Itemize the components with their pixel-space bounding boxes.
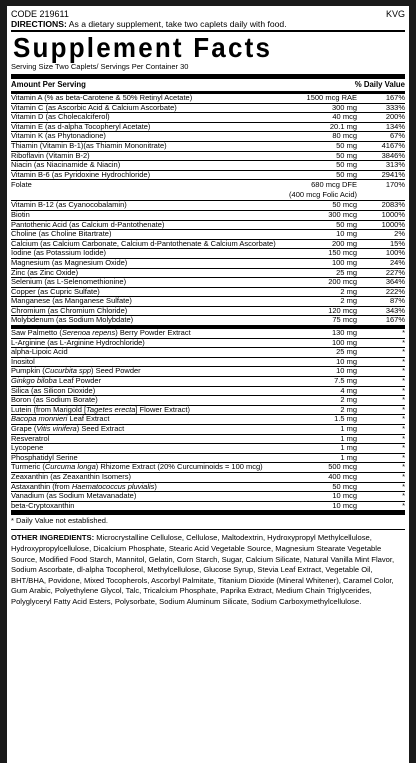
name-part-post: ) Seed Powder xyxy=(91,366,141,376)
nutrient-name xyxy=(11,347,283,357)
nutrient-name xyxy=(11,434,283,444)
nutrient-dv: 200% xyxy=(385,112,405,122)
name-part-pre: Saw Palmetto ( xyxy=(11,328,62,338)
nutrient-name: Folate xyxy=(11,180,32,190)
name-part-pre: Boron (as Sodium Borate) xyxy=(11,395,98,405)
nutrient-amount: 300 mcg xyxy=(328,209,357,219)
name-part-pre: Inositol xyxy=(11,356,35,366)
nutrient-amount: 50 mg xyxy=(336,140,357,150)
nutrient-amount: 200 mcg xyxy=(328,277,357,287)
nutrient-amount: 50 mg xyxy=(336,160,357,170)
nutrient-name xyxy=(11,453,283,463)
nutrient-name: Manganese (as Manganese Sulfate) xyxy=(11,296,132,306)
name-part-post: Leaf Powder xyxy=(56,376,102,386)
nutrient-dv: * xyxy=(402,385,405,395)
nutrient-amount: 7.5 mg xyxy=(334,376,357,386)
nutrient-name: Selenium (as L-Selenomethionine) xyxy=(11,277,127,287)
nutrient-dv: * xyxy=(402,395,405,405)
nutrient-dv: * xyxy=(402,433,405,443)
nutrient-amount: 40 mcg xyxy=(332,112,357,122)
name-part-it: Bacopa monnieri xyxy=(11,414,68,424)
nutrient-amount: 50 mg xyxy=(336,219,357,229)
nutrient-dv: * xyxy=(402,462,405,472)
nutrient-dv: 4167% xyxy=(381,140,405,150)
ingredients-text: Microcrystalline Cellulose, Cellulose, Maltodextrin, Hydroxypropyl Methylcellulose, Hydroxypropylcellulose, Dicalcium Phosphate, Stearic Acid Vegetable Source, Magnesium Stearate Vegetable Source, Modified Food Starch, Mannitol, Gelatin, Corn Starch, Sugar, Calcium Silicate, Natural Vanilla Mint Flavor, Sodium Ascorbate, dl-alpha Tocopherol, Methylcellulose, Glucose Syrup, Stevia Leaf Extract, Vegetable Oil, BHT/BHA, Povidone, Mixed Tocopherols, Ascorbyl Palmitate, Titanium Dioxide (Mineral Whitener), Caramel Color, Gum Arabic, Polyethylene Glycol, Talc, Tricalcium Phosphate, Paprika Extract, Medium Chain Triglycerides, Polyglyceryl Fatty Acid Esters, Polysorbate, Sodium Aluminum Silicate, Sodium Carboxymethylcellulose. xyxy=(11,533,395,606)
nutrient-amount: 10 mg xyxy=(336,356,357,366)
nutrient-dv: * xyxy=(402,481,405,491)
nutrient-name: Thiamin (Vitamin B-1)(as Thiamin Mononitrate) xyxy=(11,140,167,150)
name-part-pre: Pumpkin ( xyxy=(11,366,45,376)
nutrient-dv: * xyxy=(402,414,405,424)
nutrient-amount: 1 mg xyxy=(340,424,357,433)
nutrient-amount: 200 mg xyxy=(331,238,357,248)
name-part-pre: Resveratrol xyxy=(11,433,50,443)
nutrient-dv: 1000% xyxy=(381,219,405,229)
nutrient-dv: 1000% xyxy=(381,209,405,219)
nutrient-dv: * xyxy=(402,404,405,414)
nutrient-amount: 50 mcg xyxy=(332,200,357,210)
nutrient-dv: * xyxy=(402,328,405,338)
amount-header: Amount Per Serving xyxy=(11,80,86,89)
nutrient-name: Magnesium (as Magnesium Oxide) xyxy=(11,257,128,267)
nutrient-name: Riboflavin (Vitamin B-2) xyxy=(11,150,90,160)
product-code: CODE 219611 xyxy=(11,9,69,19)
nutrient-amount: 500 mcg xyxy=(328,462,357,472)
nutrient-amount: 1 mg xyxy=(340,443,357,453)
nutrient-name xyxy=(11,501,283,511)
nutrient-dv: 2941% xyxy=(381,169,405,179)
nutrient-name xyxy=(11,376,283,386)
nutrient-amount: 10 mcg xyxy=(332,491,357,501)
nutrient-name xyxy=(11,386,283,396)
directions-text: As a dietary supplement, take two caplets daily with food. xyxy=(68,19,287,29)
name-part-pre: Phosphatidyl Serine xyxy=(11,452,78,462)
name-part-it: Serenoa repens xyxy=(61,328,116,338)
table-row-folate xyxy=(11,180,405,201)
nutrient-amount: 2 mg xyxy=(340,395,357,405)
nutrient-name xyxy=(11,443,283,453)
nutrient-amount: 25 mg xyxy=(336,347,357,357)
name-part-pre: alpha-Lipoic Acid xyxy=(11,347,68,357)
nutrient-amount: 50 mg xyxy=(336,169,357,179)
nutrient-dv: * xyxy=(402,500,405,510)
nutrient-name xyxy=(11,338,283,348)
nutrient-dv: 333% xyxy=(385,102,405,112)
table-row xyxy=(11,171,405,181)
nutrient-name: Molybdenum (as Sodium Molybdate) xyxy=(11,315,134,325)
nutrient-name: Iodine (as Potassium Iodide) xyxy=(11,248,107,258)
nutrient-name xyxy=(11,395,283,405)
other-ingredients xyxy=(11,530,405,607)
nutrient-dv: * xyxy=(402,366,405,376)
nutrient-name xyxy=(11,491,283,501)
nutrient-amount: 680 mcg DFE xyxy=(311,180,357,190)
nutrient-name xyxy=(11,462,283,472)
name-part-it: Ginkgo biloba xyxy=(11,376,57,386)
table-row xyxy=(11,316,405,326)
directions-label: DIRECTIONS: xyxy=(11,19,67,29)
nutrient-dv: 100% xyxy=(385,248,405,258)
nutrient-dv: * xyxy=(402,376,405,386)
nutrient-amount: 1 mg xyxy=(340,433,357,443)
name-part-post: ) xyxy=(154,481,157,491)
nutrient-name xyxy=(11,414,283,424)
nutrient-dv: 167% xyxy=(385,93,405,102)
name-part-post: ] Flower Extract) xyxy=(135,404,190,414)
nutrient-name: Vitamin E (as d-alpha Tocopheryl Acetate) xyxy=(11,121,151,131)
nutrient-name: Vitamin K (as Phytonadione) xyxy=(11,131,106,141)
nutrient-dv: 24% xyxy=(389,257,405,267)
nutrient-amount: 2 mg xyxy=(340,296,357,306)
folate-sub: (400 mcg Folic Acid) xyxy=(289,190,357,200)
nutrient-amount: 10 mg xyxy=(336,229,357,239)
nutrient-amount: 10 mcg xyxy=(332,500,357,510)
nutrient-dv: 67% xyxy=(389,131,405,141)
nutrient-name: Pantothenic Acid (as Calcium d-Pantothenate) xyxy=(11,219,165,229)
nutrient-amount: 2 mg xyxy=(340,404,357,414)
nutrient-name: Vitamin B-6 (as Pyridoxine Hydrochloride) xyxy=(11,169,151,179)
nutrient-amount: 300 mg xyxy=(331,102,357,112)
nutrient-amount: 50 mcg xyxy=(332,481,357,491)
table-header xyxy=(11,79,405,94)
name-part-post: ) Berry Powder Extract xyxy=(115,328,191,338)
nutrient-dv: * xyxy=(402,471,405,481)
nutrient-amount: 1500 mcg RAE xyxy=(306,93,357,102)
name-part-post: ) Seed Extract xyxy=(76,424,125,433)
name-part-pre: Astaxanthin (from xyxy=(11,481,72,491)
name-part-pre: L-Arginine (as L-Arginine Hydrochloride) xyxy=(11,337,145,347)
nutrient-dv: 170% xyxy=(385,180,405,190)
nutrient-amount: 120 mcg xyxy=(328,305,357,315)
nutrient-name xyxy=(11,472,283,482)
name-part-pre: Zeaxanthin (as Zeaxanthin Isomers) xyxy=(11,471,132,481)
nutrient-name: Niacin (as Niacinamide & Niacin) xyxy=(11,160,121,170)
nutrient-name: Vitamin B-12 (as Cyanocobalamin) xyxy=(11,200,127,210)
name-part-pre: Lutein (from Marigold [ xyxy=(11,404,87,414)
nutrient-dv: * xyxy=(402,356,405,366)
name-part-it: Haematococcus pluvialis xyxy=(71,481,155,491)
name-part-pre: Vanadium (as Sodium Metavanadate) xyxy=(11,491,137,501)
nutrient-name: Zinc (as Zinc Oxide) xyxy=(11,267,79,277)
kvg-mark: KVG xyxy=(385,9,405,19)
nutrient-amount: 50 mg xyxy=(336,150,357,160)
name-part-pre: Grape ( xyxy=(11,424,37,433)
nutrient-dv: 364% xyxy=(385,277,405,287)
name-part-pre: beta-Cryptoxanthin xyxy=(11,500,75,510)
nutrient-dv: 222% xyxy=(385,286,405,296)
nutrient-dv: * xyxy=(402,424,405,433)
nutrient-dv: 134% xyxy=(385,121,405,131)
nutrient-dv: * xyxy=(402,443,405,453)
nutrient-amount: 20.1 mg xyxy=(329,121,357,131)
nutrient-dv: * xyxy=(402,347,405,357)
vitamins-list xyxy=(11,94,405,180)
nutrient-amount: 1.5 mg xyxy=(334,414,357,424)
nutrient-amount: 2 mg xyxy=(340,286,357,296)
nutrient-name: Calcium (as Calcium Carbonate, Calcium d-Pantothenate & Calcium Ascorbate) xyxy=(11,238,276,248)
top-row xyxy=(11,9,405,19)
name-part-it: Curcuma longa xyxy=(44,462,96,472)
nutrient-amount: 400 mcg xyxy=(328,471,357,481)
nutrient-name: Chromium (as Chromium Chloride) xyxy=(11,305,128,315)
dv-header: % Daily Value xyxy=(354,80,405,89)
nutrient-amount: 150 mcg xyxy=(328,248,357,258)
other-ingredients-list xyxy=(11,326,405,511)
nutrient-dv: * xyxy=(402,337,405,347)
nutrient-name: Choline (as Choline Bitartrate) xyxy=(11,229,112,239)
nutrient-amount: 130 mg xyxy=(331,328,357,338)
nutrient-dv: 313% xyxy=(385,160,405,170)
nutrient-name xyxy=(11,424,283,434)
nutrient-name: Vitamin D (as Cholecalciferol) xyxy=(11,112,110,122)
nutrient-name: Vitamin C (as Ascorbic Acid & Calcium Ascorbate) xyxy=(11,102,177,112)
name-part-post: ) Rhizome Extract (20% Curcuminoids = 100 mcg) xyxy=(95,462,263,472)
name-part-pre: Silica (as Silicon Dioxide) xyxy=(11,385,96,395)
dv-footnote: * Daily Value not established. xyxy=(11,511,405,530)
name-part-pre: Lycopene xyxy=(11,443,44,453)
nutrient-dv: 343% xyxy=(385,305,405,315)
nutrient-dv: 227% xyxy=(385,267,405,277)
nutrient-amount: 100 mg xyxy=(331,257,357,267)
nutrient-name xyxy=(11,357,283,367)
nutrient-dv: 87% xyxy=(389,296,405,306)
nutrient-dv: 167% xyxy=(385,315,405,325)
minerals-list xyxy=(11,201,405,326)
nutrient-dv: 2083% xyxy=(381,200,405,210)
nutrient-name: Biotin xyxy=(11,209,30,219)
nutrient-name: Copper (as Cupric Sulfate) xyxy=(11,286,100,296)
supplement-label xyxy=(7,6,409,763)
nutrient-amount: 4 mg xyxy=(340,385,357,395)
ingredients-label: OTHER INGREDIENTS: xyxy=(11,533,95,543)
name-part-post: Leaf Extract xyxy=(67,414,110,424)
nutrient-name: Vitamin A (% as beta-Carotene & 50% Retinyl Acetate) xyxy=(11,93,193,102)
name-part-it: Vitis vinifera xyxy=(36,424,77,433)
nutrient-amount: 10 mg xyxy=(336,366,357,376)
nutrient-name xyxy=(11,328,283,338)
table-row xyxy=(11,502,405,512)
name-part-it: Cucurbita spp xyxy=(44,366,92,376)
nutrient-amount: 1 mg xyxy=(340,452,357,462)
nutrient-dv: 15% xyxy=(389,238,405,248)
nutrient-dv: 3846% xyxy=(381,150,405,160)
name-part-it: Tagetes erecta xyxy=(86,404,136,414)
serving-size: Serving Size Two Caplets/ Servings Per Container 30 xyxy=(11,62,405,79)
page-title: Supplement Facts xyxy=(13,30,273,64)
nutrient-dv: * xyxy=(402,491,405,501)
nutrient-name xyxy=(11,482,283,492)
nutrient-dv: 2% xyxy=(394,229,405,239)
nutrient-name xyxy=(11,405,283,415)
nutrient-name xyxy=(11,366,283,376)
nutrient-amount: 100 mg xyxy=(331,337,357,347)
nutrient-amount: 80 mcg xyxy=(332,131,357,141)
name-part-pre: Turmeric ( xyxy=(11,462,45,472)
nutrient-amount: 75 mcg xyxy=(332,315,357,325)
nutrient-amount: 25 mg xyxy=(336,267,357,277)
nutrient-dv: * xyxy=(402,452,405,462)
